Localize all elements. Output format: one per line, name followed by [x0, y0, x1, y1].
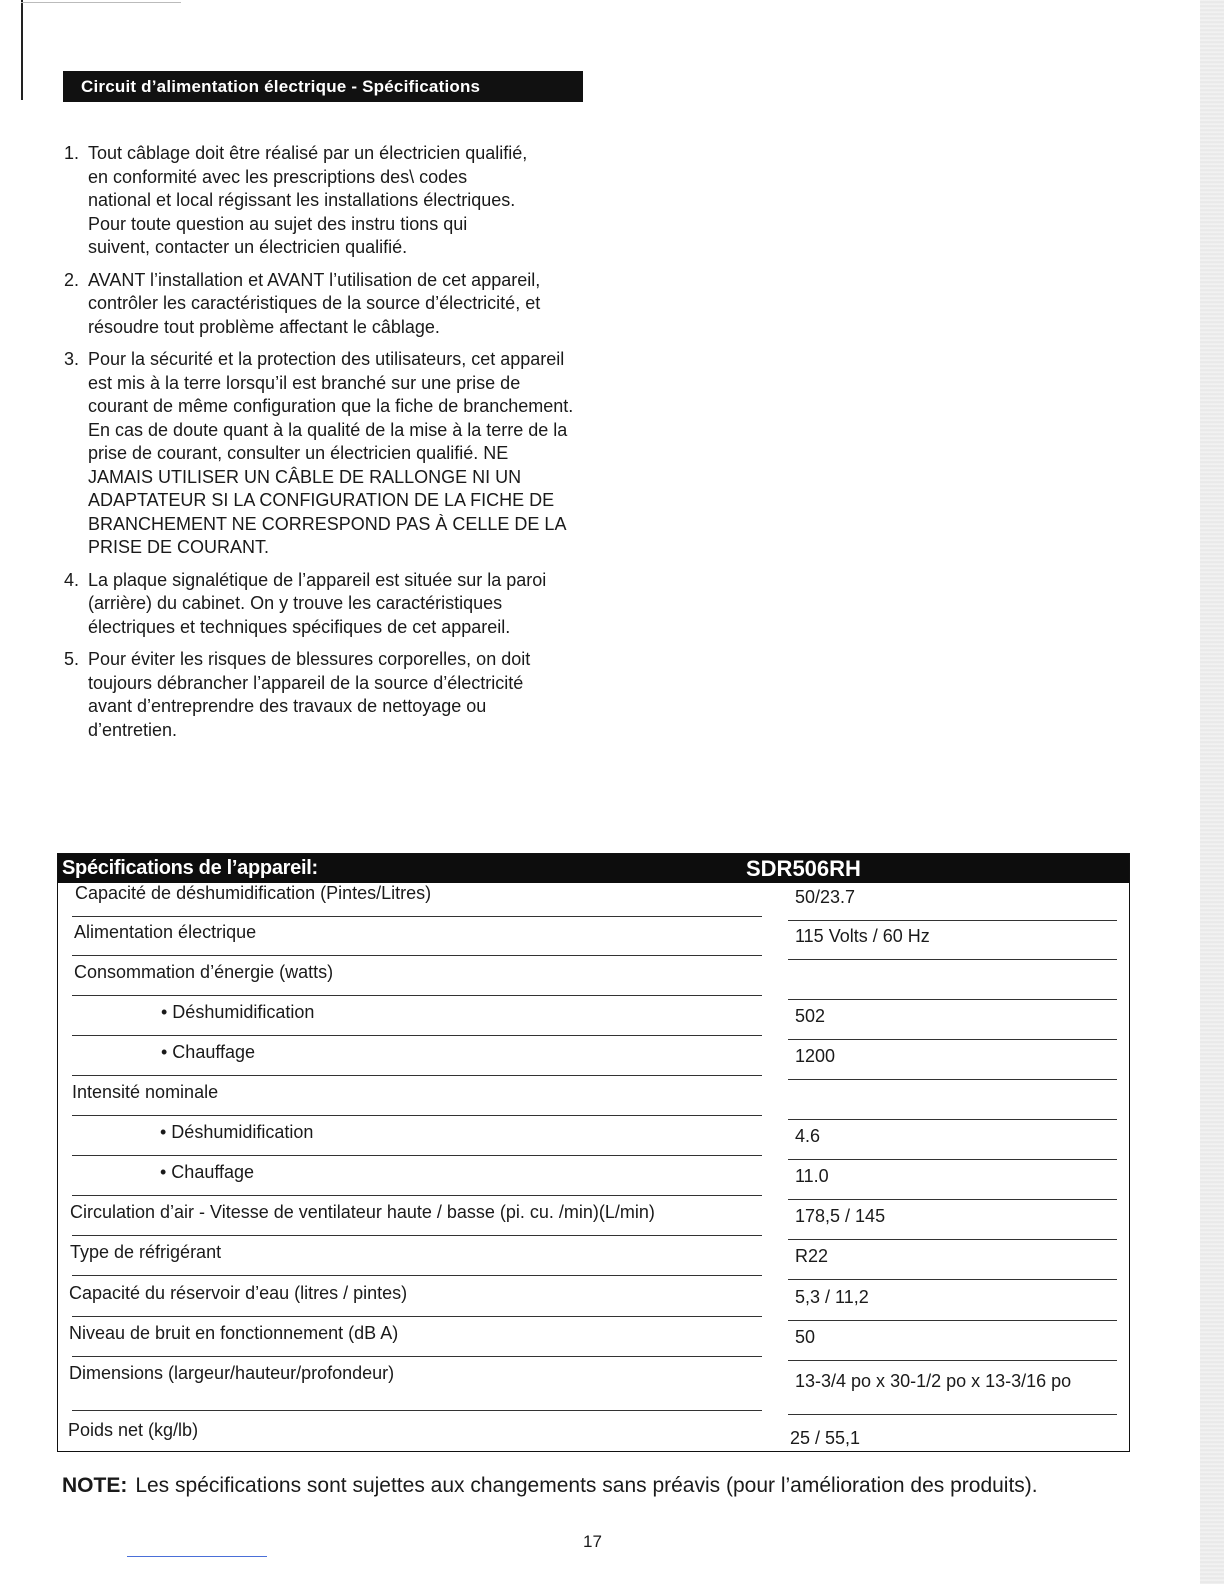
row-rule	[72, 955, 762, 956]
spec-row	[58, 1042, 1129, 1076]
instruction-text: AVANT l’installation et AVANT l’utilisation de cet appareil, contrôler les caractéristiques de la source d’électricité, et résoudre tout problème affectant le câblage.	[88, 269, 541, 337]
note-text: Les spécifications sont sujettes aux changements sans préavis (pour l’amélioration des produits).	[135, 1474, 1038, 1497]
row-rule	[72, 995, 762, 996]
scan-edge	[1200, 0, 1224, 1584]
row-rule	[72, 1410, 762, 1411]
spec-value: 25 / 55,1	[790, 1428, 861, 1448]
spec-label: Circulation d’air - Vitesse de ventilateur haute / basse (pi. cu. /min)(L/min)	[70, 1202, 655, 1222]
spec-value: 178,5 / 145	[795, 1206, 886, 1226]
instruction-number: 5.	[64, 649, 80, 669]
spec-value: 11.0	[795, 1166, 829, 1186]
spec-label: Alimentation électrique	[74, 922, 257, 942]
row-rule	[72, 1356, 762, 1357]
footer-line	[127, 1556, 267, 1557]
instruction-number: 1.	[64, 143, 80, 163]
row-rule	[72, 916, 762, 917]
spec-row	[58, 883, 1129, 917]
spec-value: 13-3/4 po x 30-1/2 po x 13-3/16 po	[795, 1371, 1072, 1391]
page-number: 17	[583, 1532, 602, 1551]
row-rule	[72, 1155, 762, 1156]
spec-label: Intensité nominale	[72, 1082, 219, 1102]
instruction-number: 4.	[64, 569, 80, 590]
row-rule	[72, 1195, 762, 1196]
instruction-text: Pour la sécurité et la protection des utilisateurs, cet appareil est mis à la terre lorsqu’il est branché sur une prise de courant de même configuration que la fiche de branchement. En cas de doute quant à la qualité de la mise à la terre de la prise de courant, consulter un électricien qualifié. NE JAMAIS UTILISER UN CÂBLE DE RALLONGE NI UN ADAPTATEUR SI LA CONFIGURATION DE LA FICHE DE BRANCHEMENT NE CORRESPOND PAS À CELLE DE LA PRISE DE COURANT.	[88, 349, 574, 557]
row-rule	[788, 999, 1117, 1000]
spec-row	[58, 1162, 1129, 1196]
spec-table-title: Spécifications de l’appareil:	[62, 857, 318, 879]
spec-label: Dimensions (largeur/hauteur/profondeur)	[69, 1363, 395, 1383]
spec-row	[58, 1323, 1129, 1357]
spec-label: Consommation d’énergie (watts)	[74, 962, 334, 982]
row-rule	[72, 1235, 762, 1236]
spec-value: R22	[795, 1246, 829, 1266]
spec-row	[58, 1242, 1129, 1276]
row-rule	[72, 1115, 762, 1116]
spec-row	[58, 1202, 1129, 1236]
instruction-item	[60, 269, 553, 340]
instruction-item	[60, 648, 563, 742]
spec-label: Type de réfrigérant	[70, 1242, 222, 1262]
spec-value: 50	[795, 1327, 816, 1347]
page-corner-line	[21, 2, 181, 3]
spec-model-number: SDR506RH	[746, 856, 861, 881]
instruction-list	[60, 142, 580, 751]
spec-value: 115 Volts / 60 Hz	[795, 926, 930, 946]
spec-label: Capacité de déshumidification (Pintes/Litres)	[75, 883, 432, 903]
spec-table	[57, 853, 1130, 1452]
row-rule	[72, 1075, 762, 1076]
spec-label: Capacité du réservoir d’eau (litres / pintes)	[69, 1283, 408, 1303]
spec-value: 5,3 / 11,2	[795, 1287, 869, 1307]
instruction-text: Pour éviter les risques de blessures corporelles, on doit toujours débrancher l’appareil de la source d’électricité avant d’entreprendre des travaux de nettoyage ou d’entretien.	[88, 649, 531, 740]
row-rule	[788, 1279, 1117, 1280]
spec-table-header	[58, 854, 1129, 883]
row-rule	[788, 1239, 1117, 1240]
spec-row	[58, 962, 1129, 996]
spec-label: Poids net (kg/lb)	[68, 1420, 199, 1440]
spec-row	[58, 1420, 1129, 1454]
row-rule	[72, 1035, 762, 1036]
instruction-item	[60, 348, 578, 560]
row-rule	[788, 1159, 1117, 1160]
row-rule	[788, 959, 1117, 960]
spec-row	[58, 1082, 1129, 1116]
instruction-item	[60, 569, 568, 640]
spec-row	[58, 1363, 1129, 1411]
instruction-number: 3.	[64, 349, 80, 369]
row-rule	[788, 1199, 1117, 1200]
section-title: Circuit d’alimentation électrique - Spécifications	[63, 71, 583, 102]
spec-row	[58, 922, 1129, 956]
instruction-text: La plaque signalétique de l’appareil est située sur la paroi (arrière) du cabinet. On y trouve les caractéristiques électriques et techniques spécifiques de cet appareil.	[88, 569, 547, 637]
row-rule	[788, 1119, 1117, 1120]
note	[62, 1474, 1038, 1498]
spec-row	[58, 1122, 1129, 1156]
row-rule	[788, 1414, 1117, 1415]
spec-row	[58, 1283, 1129, 1317]
spec-label: Niveau de bruit en fonctionnement (dB A)	[69, 1323, 399, 1343]
row-rule	[788, 920, 1117, 921]
spec-value: 50/23.7	[795, 887, 856, 907]
instruction-text: Tout câblage doit être réalisé par un électricien qualifié, en conformité avec les prescriptions des\ codes national et local régissant les installations électriques. Pour toute question au sujet des instru tions qui suivent, contacter un électricien qualifié.	[88, 143, 528, 257]
instruction-number: 2.	[64, 269, 80, 290]
row-rule	[788, 1360, 1117, 1361]
row-rule	[788, 1039, 1117, 1040]
row-rule	[788, 1320, 1117, 1321]
spec-value: 4.6	[795, 1126, 821, 1146]
spec-row	[58, 1002, 1129, 1036]
note-label: NOTE:	[62, 1474, 128, 1497]
spec-label: • Chauffage	[160, 1162, 255, 1182]
spec-label: • Déshumidification	[160, 1122, 314, 1142]
row-rule	[72, 1275, 762, 1276]
spec-value: 1200	[795, 1046, 836, 1066]
spec-label: • Chauffage	[161, 1042, 256, 1062]
spec-label: • Déshumidification	[161, 1002, 315, 1022]
row-rule	[72, 1316, 762, 1317]
row-rule	[788, 1079, 1117, 1080]
spec-value: 502	[795, 1006, 826, 1026]
instruction-item	[60, 142, 533, 260]
page-corner-mark	[21, 0, 23, 100]
